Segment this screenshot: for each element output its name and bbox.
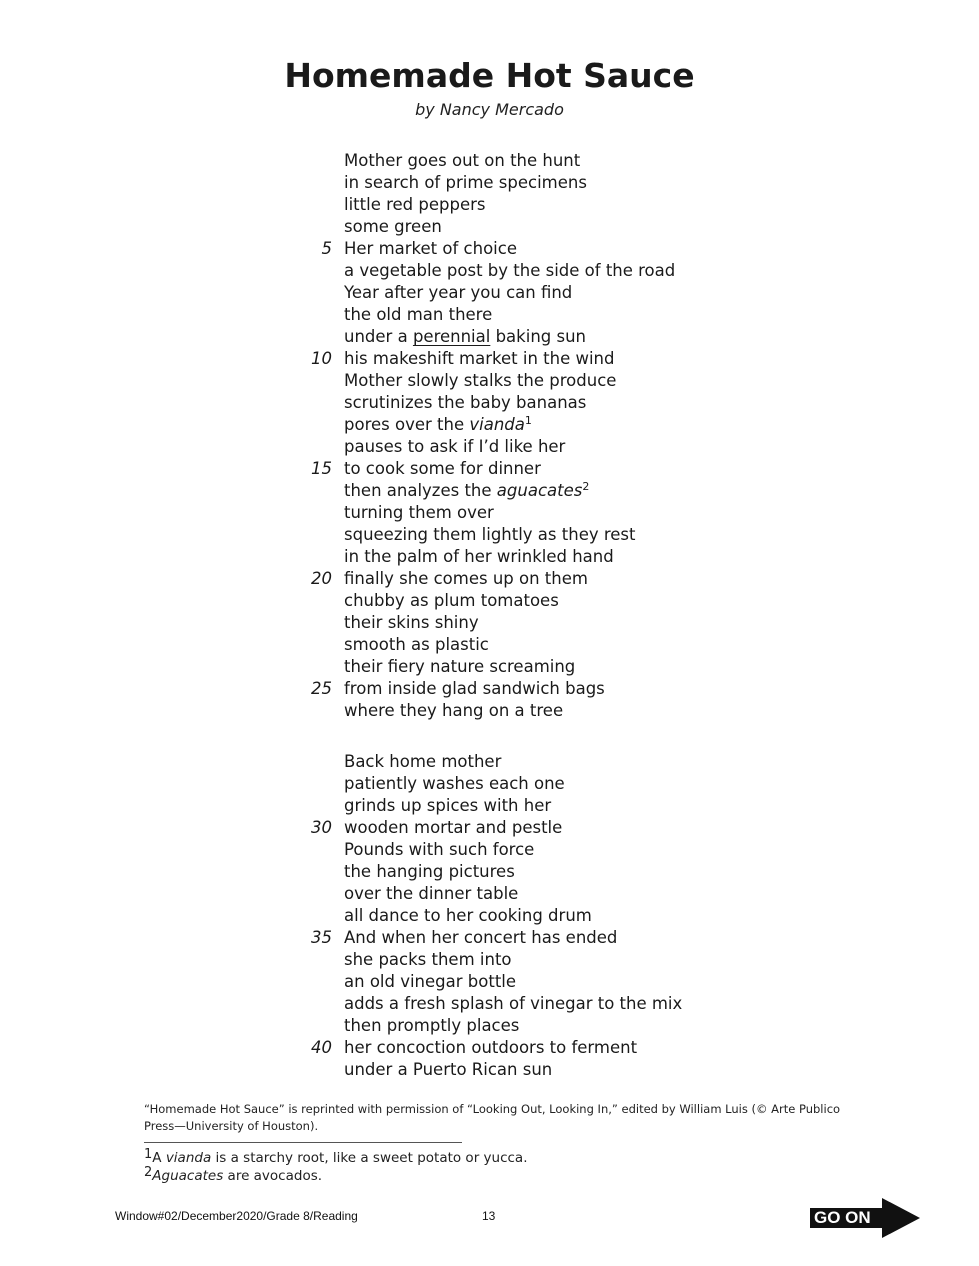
footnote-2 (144, 1165, 323, 1184)
line-text (344, 590, 559, 612)
line-text-main: grinds up spices with her (344, 796, 552, 815)
line-number: 30 (311, 818, 332, 837)
line-text (344, 194, 485, 216)
line-text (344, 238, 517, 260)
line-text (344, 993, 682, 1015)
footnote-reference: 2 (582, 480, 590, 493)
line-text (344, 326, 586, 348)
line-text (344, 392, 586, 414)
line-text-main: where they hang on a tree (344, 701, 564, 720)
vocabulary-word: perennial (412, 327, 491, 346)
line-text-main: adds a fresh splash of vinegar to the mix (344, 994, 683, 1013)
line-text-main: Back home mother (344, 752, 502, 771)
line-text (344, 795, 551, 817)
line-text (344, 971, 516, 993)
line-text-main: then promptly places (344, 1016, 520, 1035)
line-text-main: Mother slowly stalks the produce (344, 371, 617, 390)
line-number: 20 (311, 569, 332, 588)
footnote-1-after: is a starchy root, like a sweet potato or yucca. (211, 1150, 528, 1166)
line-text-main: scrutinizes the baby bananas (344, 393, 587, 412)
line-text-main: wooden mortar and pestle (344, 818, 563, 837)
line-text-main: her concoction outdoors to ferment (344, 1038, 638, 1057)
foreign-term: aguacates (496, 481, 583, 500)
line-text-main: Her market of choice (344, 239, 517, 258)
line-text-main: the hanging pictures (344, 862, 515, 881)
line-text-main: a vegetable post by the side of the road (344, 261, 676, 280)
footnote-2-term: Aguacates (152, 1168, 224, 1184)
line-text (344, 546, 614, 568)
footnote-1-mark: 1 (144, 1147, 153, 1162)
line-text (344, 905, 592, 927)
line-text (344, 751, 501, 773)
line-text-main: over the dinner table (344, 884, 519, 903)
line-text-main: little red peppers (344, 195, 486, 214)
line-text (344, 150, 580, 172)
go-on-indicator (810, 1198, 920, 1238)
line-text (344, 700, 563, 722)
line-text-main: to cook some for dinner (344, 459, 541, 478)
line-text-main: patiently washes each one (344, 774, 565, 793)
footnote-1 (144, 1147, 528, 1166)
line-text-main: pores over the (344, 415, 470, 434)
footnote-1-before: A (152, 1150, 166, 1166)
line-text-main: an old vinegar bottle (344, 972, 517, 991)
footnote-1-term: vianda (165, 1150, 212, 1166)
line-number: 40 (311, 1038, 332, 1057)
footnote-2-after: are avocados. (223, 1168, 323, 1184)
line-text (344, 414, 532, 436)
line-text (344, 568, 588, 590)
line-text (344, 282, 572, 304)
line-text (344, 304, 492, 326)
line-text (344, 656, 575, 678)
line-text (344, 1037, 637, 1059)
line-text-main: turning them over (344, 503, 494, 522)
byline: by Nancy Mercado (415, 100, 564, 119)
line-text-main: squeezing them lightly as they rest (344, 525, 636, 544)
page-number: 13 (482, 1209, 496, 1223)
line-text (344, 612, 479, 634)
line-text-main: under a Puerto Rican sun (344, 1060, 553, 1079)
footnote-reference: 1 (524, 414, 532, 427)
line-number: 15 (311, 459, 332, 478)
line-text-main: finally she comes up on them (344, 569, 588, 588)
line-text-main: their skins shiny (344, 613, 479, 632)
line-text (344, 172, 587, 194)
line-text-main: all dance to her cooking drum (344, 906, 592, 925)
line-text (344, 480, 589, 502)
line-text (344, 502, 494, 524)
line-text (344, 773, 565, 795)
line-number: 10 (311, 349, 332, 368)
line-text (344, 436, 565, 458)
line-text-main: Pounds with such force (344, 840, 535, 859)
line-text-main: his makeshift market in the wind (344, 349, 615, 368)
line-text-main: smooth as plastic (344, 635, 489, 654)
line-number: 5 (321, 239, 332, 258)
line-text (344, 524, 636, 546)
line-text-main: their fiery nature screaming (344, 657, 576, 676)
permission-credit: “Homemade Hot Sauce” is reprinted with permission of “Looking Out, Looking In,” edited by William Luis (© Arte Publico Press—University of Houston). (144, 1102, 841, 1133)
footnote-divider (144, 1142, 462, 1143)
line-text-main: in search of prime specimens (344, 173, 587, 192)
line-text-main: Mother goes out on the hunt (344, 151, 581, 170)
line-text-main: from inside glad sandwich bags (344, 679, 605, 698)
poem-title: Homemade Hot Sauce (284, 56, 695, 95)
foreign-term: vianda (469, 415, 525, 434)
footer-document-id: Window#02/December2020/Grade 8/Reading (115, 1209, 358, 1223)
line-text (344, 883, 518, 905)
line-text-main: she packs them into (344, 950, 512, 969)
line-text (344, 1015, 519, 1037)
line-text-after: baking sun (490, 327, 587, 346)
line-text (344, 678, 605, 700)
line-text (344, 260, 675, 282)
right-arrow-icon (882, 1198, 920, 1238)
line-text-main: chubby as plum tomatoes (344, 591, 559, 610)
line-text (344, 634, 489, 656)
line-text (344, 458, 541, 480)
line-text (344, 348, 614, 370)
line-text-main: under a (344, 327, 413, 346)
line-text (344, 1059, 552, 1081)
line-text-main: pauses to ask if I’d like her (344, 437, 566, 456)
line-number: 25 (311, 679, 332, 698)
line-text-main: in the palm of her wrinkled hand (344, 547, 614, 566)
line-text (344, 861, 515, 883)
line-text (344, 927, 617, 949)
footnote-2-mark: 2 (144, 1165, 153, 1180)
go-on-label: GO ON (814, 1208, 871, 1227)
line-text (344, 839, 534, 861)
line-text (344, 817, 562, 839)
line-text-main: And when her concert has ended (344, 928, 618, 947)
line-text-main: the old man there (344, 305, 493, 324)
line-text (344, 216, 442, 238)
line-text-main: Year after year you can find (344, 283, 573, 302)
line-text-main: some green (344, 217, 442, 236)
line-text (344, 949, 512, 971)
line-text (344, 370, 616, 392)
line-text-main: then analyzes the (344, 481, 497, 500)
line-number: 35 (311, 928, 332, 947)
